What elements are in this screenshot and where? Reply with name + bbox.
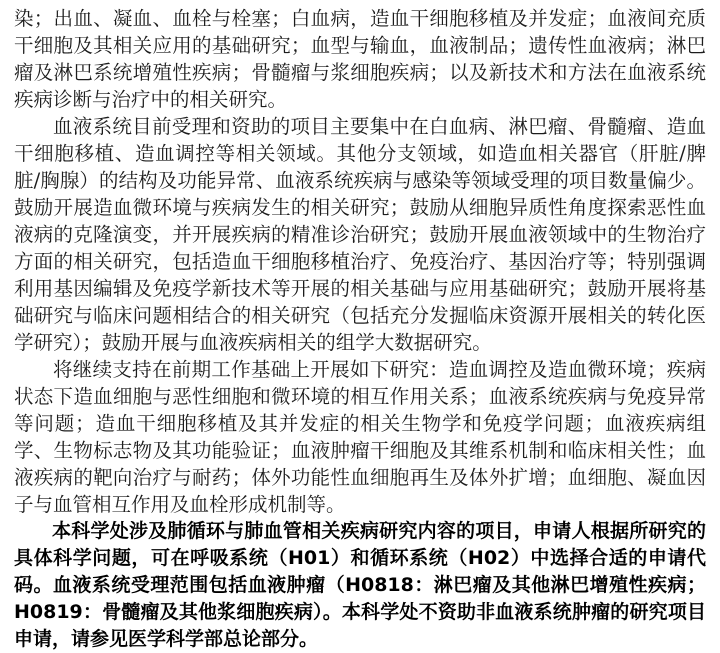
paragraph-application-codes-bold: 本科学处涉及肺循环与肺血管相关疾病研究内容的项目，申请人根据所研究的具体科学问题，可在呼吸系统（H01）和循环系统（H02）中选择合适的申请代码。血液系统受理范围包括血液肿瘤（H0818：淋巴瘤及其他淋巴增殖性疾病；H0819：骨髓瘤及其他浆细胞疾病）。本科学处不资助非血液系统肿瘤的研究项目申请，请参见医学科学部总论部分。 (14, 520, 706, 650)
paragraph-continuation: 染；出血、凝血、血栓与栓塞；白血病，造血干细胞移植及并发症；血液间充质干细胞及其相关应用的基础研究；血型与输血，血液制品；遗传性血液病；淋巴瘤及淋巴系统增殖性疾病；骨髓瘤与浆细胞疾病；以及新技术和方法在血液系统疾病诊断与治疗中的相关研究。 (14, 7, 706, 111)
paragraph-funded-areas: 血液系统目前受理和资助的项目主要集中在白血病、淋巴瘤、骨髓瘤、造血干细胞移植、造血调控等相关领域。其他分支领域，如造血相关器官（肝脏/脾脏/胸腺）的结构及功能异常、血液系统疾病与感染等领域受理的项目数量偏少。鼓励开展造血微环境与疾病发生的相关研究；鼓励从细胞异质性角度探索恶性血液病的克隆演变，并开展疾病的精准诊治研究；鼓励开展血液领域中的生物治疗方面的相关研究，包括造血干细胞移植治疗、免疫治疗、基因治疗等；特别强调利用基因编辑及免疫学新技术等开展的相关基础与应用基础研究；鼓励开展将基础研究与临床问题相结合的相关研究（包括充分发掘临床资源开展相关的转化医学研究）；鼓励开展与血液疾病相关的组学大数据研究。 (14, 115, 706, 354)
paragraph-continued-support: 将继续支持在前期工作基础上开展如下研究：造血调控及造血微环境；疾病状态下造血细胞与恶性细胞和微环境的相互作用关系；血液系统疾病与免疫异常等问题；造血干细胞移植及其并发症的相关生物学和免疫学问题；血液疾病组学、生物标志物及其功能验证；血液肿瘤干细胞及其维系机制和临床相关性；血液疾病的靶向治疗与耐药；体外功能性血细胞再生及体外扩增；血细胞、凝血因子与血管相互作用及血栓形成机制等。 (14, 358, 706, 516)
